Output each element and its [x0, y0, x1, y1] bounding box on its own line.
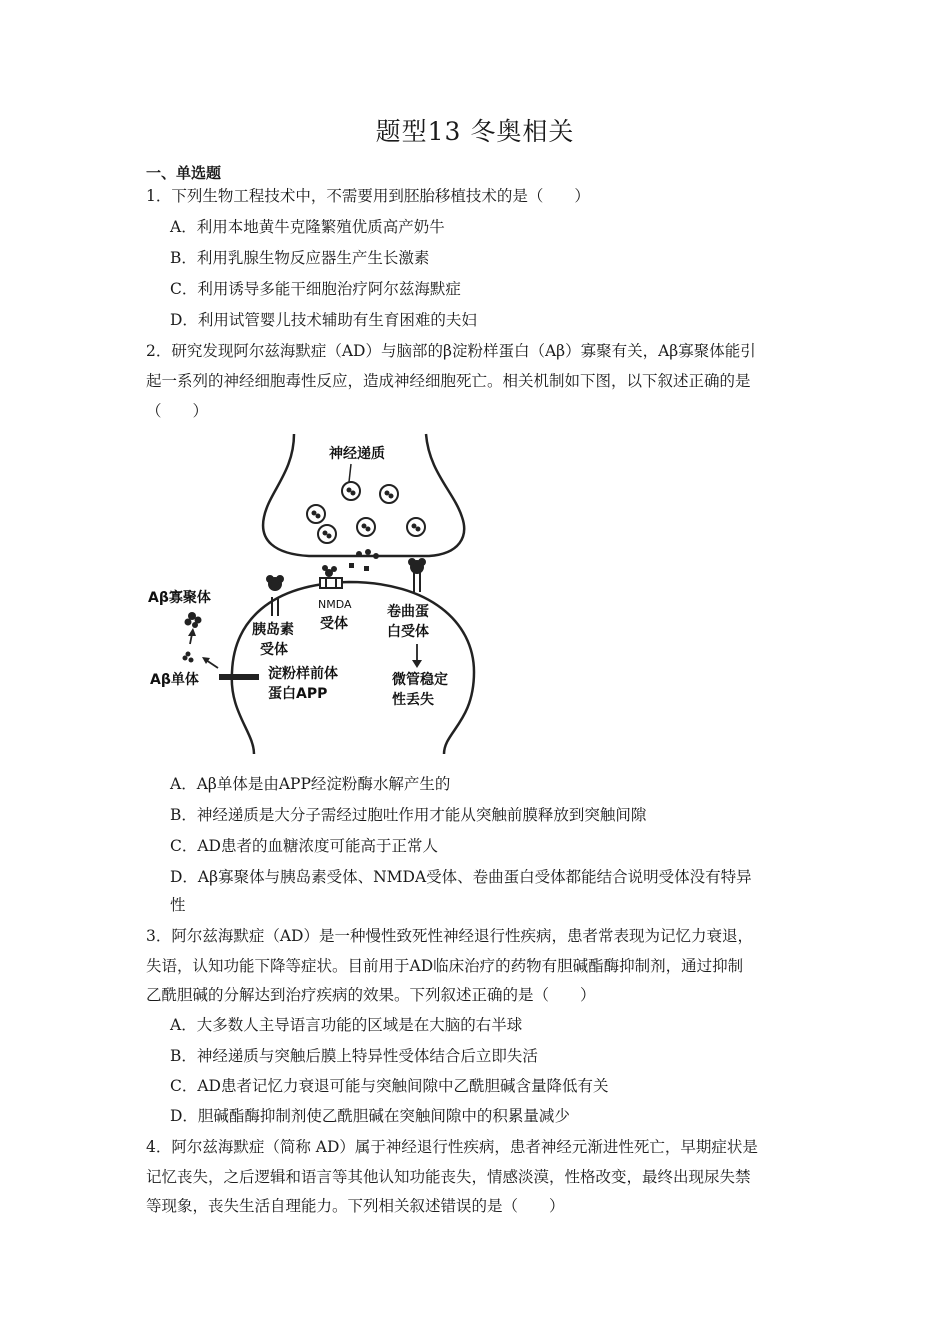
q3-stem-line-1: 3．阿尔兹海默症（AD）是一种慢性致死性神经退行性疾病，患者常表现为记忆力衰退， — [146, 927, 753, 945]
q1-option-a: A．利用本地黄牛克隆繁殖优质高产奶牛 — [170, 218, 445, 236]
q3-option-a: A．大多数人主导语言功能的区域是在大脑的右半球 — [170, 1016, 523, 1034]
label-microtubule-2: 性丢失 — [392, 692, 434, 708]
q2-option-a: A．Aβ单体是由APP经淀粉酶水解产生的 — [170, 775, 451, 793]
label-ab-oligomer: Aβ寡聚体 — [148, 590, 211, 606]
label-nmda: NMDA — [318, 598, 352, 611]
q2-option-d: D．Aβ寡聚体与胰岛素受体、NMDA受体、卷曲蛋白受体都能结合说明受体没有特异 — [170, 868, 752, 886]
q3-option-b: B．神经递质与突触后膜上特异性受体结合后立即失活 — [170, 1047, 538, 1065]
q2-option-d-cont: 性 — [170, 896, 186, 914]
released-transmitter — [349, 549, 379, 571]
curl-receptor — [409, 559, 425, 592]
label-neurotransmitter: 神经递质 — [329, 446, 385, 462]
synapse-diagram — [144, 432, 480, 754]
q4-stem-line-1: 4．阿尔兹海默症（简称 AD）属于神经退行性疾病，患者神经元渐进性死亡，早期症状是 — [146, 1138, 758, 1156]
label-curl-receptor-1: 卷曲蛋 — [387, 604, 429, 620]
q1-option-d: D．利用试管婴儿技术辅助有生育困难的夫妇 — [170, 311, 477, 329]
q1-stem: 1．下列生物工程技术中，不需要用到胚胎移植技术的是（ ） — [146, 187, 590, 205]
nmda-receptor — [320, 578, 342, 588]
leader-neurotransmitter — [349, 464, 351, 482]
nmda-ligand — [322, 565, 337, 577]
label-ab-monomer: Aβ单体 — [150, 672, 199, 688]
q1-option-c: C．利用诱导多能干细胞治疗阿尔兹海默症 — [170, 280, 461, 298]
q4-stem-line-2: 记忆丧失，之后逻辑和语言等其他认知功能丧失，情感淡漠，性格改变，最终出现尿失禁 — [146, 1168, 751, 1186]
ab-oligomer-glyph — [185, 612, 202, 628]
q1-option-b: B．利用乳腺生物反应器生产生长激素 — [170, 249, 430, 267]
label-app-1: 淀粉样前体 — [268, 666, 338, 682]
q2-option-b: B．神经递质是大分子需经过胞吐作用才能从突触前膜释放到突触间隙 — [170, 806, 647, 824]
label-app-2: 蛋白APP — [268, 686, 328, 702]
label-curl-receptor-2: 白受体 — [387, 624, 429, 640]
synapse-svg — [144, 432, 480, 754]
q2-option-c: C．AD患者的血糖浓度可能高于正常人 — [170, 837, 438, 855]
vesicle-contents — [312, 488, 421, 539]
q2-stem-line-1: 2．研究发现阿尔兹海默症（AD）与脑部的β淀粉样蛋白（Aβ）寡聚有关，Aβ寡聚体能引 — [146, 342, 756, 360]
q2-stem-line-3: （ ） — [146, 402, 209, 420]
q2-stem-line-2: 起一系列的神经细胞毒性反应，造成神经细胞死亡。相关机制如下图，以下叙述正确的是 — [146, 372, 751, 390]
label-microtubule-1: 微管稳定 — [392, 672, 448, 688]
label-nmda-receptor: 受体 — [320, 616, 348, 632]
q3-option-d: D．胆碱酯酶抑制剂使乙酰胆碱在突触间隙中的积累量减少 — [170, 1107, 570, 1125]
section-heading: 一、单选题 — [146, 164, 222, 182]
q3-option-c: C．AD患者记忆力衰退可能与突触间隙中乙酰胆碱含量降低有关 — [170, 1077, 609, 1095]
q4-stem-line-3: 等现象，丧失生活自理能力。下列相关叙述错误的是（ ） — [146, 1197, 565, 1215]
app-protein — [219, 674, 259, 680]
ab-monomer-glyph — [183, 652, 194, 663]
q3-stem-line-2: 失语，认知功能下降等症状。目前用于AD临床治疗的药物有胆碱酯酶抑制剂，通过抑制 — [146, 957, 744, 975]
label-insulin-receptor-2: 受体 — [260, 642, 288, 658]
q3-stem-line-3: 乙酰胆碱的分解达到治疗疾病的效果。下列叙述正确的是（ ） — [146, 986, 596, 1004]
page-title: 题型13 冬奥相关 — [375, 117, 575, 146]
label-insulin-receptor-1: 胰岛素 — [252, 622, 294, 638]
